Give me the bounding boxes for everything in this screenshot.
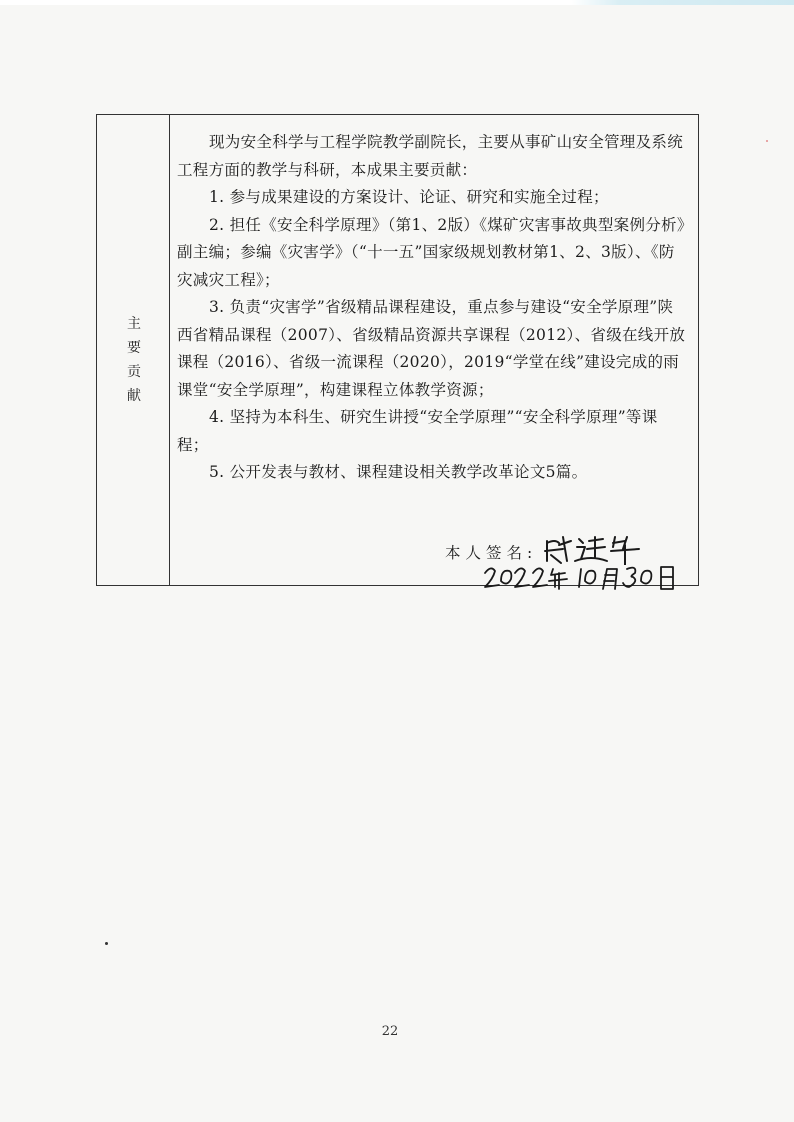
contribution-item: 2. 担任《安全科学原理》（第1、2版）《煤矿灾害事故典型案例分析》副主编；参编《灾害学》（“十一五”国家级规划教材第1、2、3版）、《防灾减灾工程》； (177, 215, 685, 289)
contribution-item: 4. 坚持为本科生、研究生讲授“安全学原理”“安全科学原理”等课程； (177, 408, 658, 454)
signature-label: 本人签名: (445, 544, 538, 562)
label-char: 要 (127, 340, 141, 356)
contribution-item: 1. 参与成果建设的方案设计、论证、研究和实施全过程； (209, 188, 609, 206)
top-color-strip (0, 0, 794, 5)
page-number: 22 (381, 1024, 399, 1039)
label-char: 主 (127, 316, 141, 332)
contribution-item: 3. 负责“灾害学”省级精品课程建设，重点参与建设“安全学原理”陕西省精品课程（2007）、省级精品资源共享课程（2012）、省级在线开放课程（2016）、省级一流课程（2020），2019“学堂在线”建设完成的雨课堂“安全学原理”，构建课程立体教学资源； (177, 298, 686, 399)
label-column (97, 115, 169, 585)
stray-dot (105, 942, 108, 945)
handwritten-signature (541, 531, 645, 565)
handwritten-date (483, 561, 683, 591)
intro-paragraph: 现为安全科学与工程学院教学副院长，主要从事矿山安全管理及系统工程方面的教学与科研，本成果主要贡献： (177, 133, 684, 179)
contribution-content (177, 129, 687, 487)
column-divider (169, 115, 170, 585)
label-char: 贡 (127, 364, 141, 380)
label-char: 献 (127, 388, 141, 404)
contribution-table (96, 114, 699, 586)
scan-speck (766, 140, 768, 142)
contribution-item: 5. 公开发表与教材、课程建设相关教学改革论文5篇。 (209, 463, 588, 481)
